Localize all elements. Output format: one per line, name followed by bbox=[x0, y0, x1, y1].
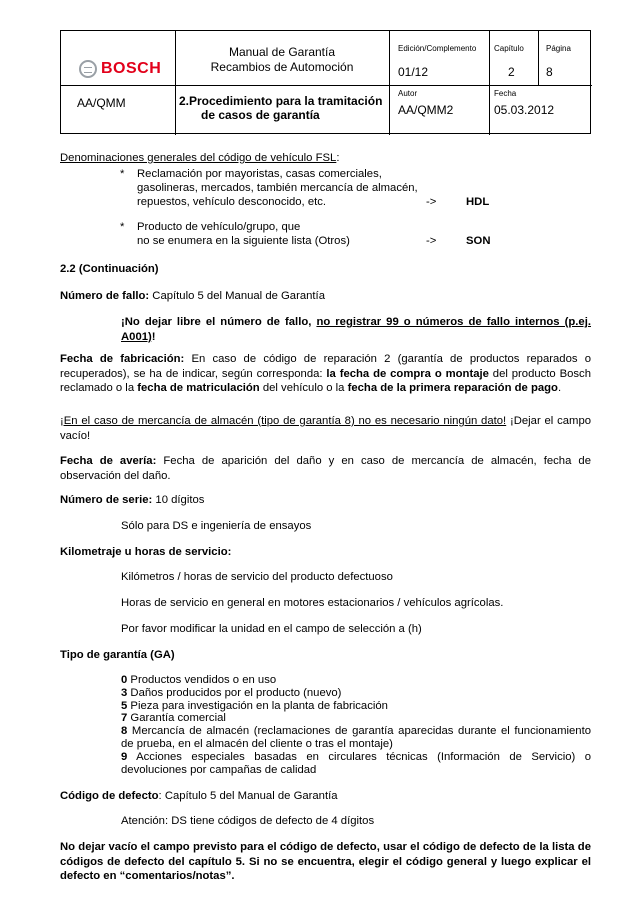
department: AA/QMM bbox=[77, 96, 126, 110]
list-item: 0 Productos vendidos o en uso bbox=[121, 674, 277, 686]
fsl-item-hdl-line2: gasolineras, mercados, también mercancía de almacén, bbox=[137, 182, 418, 194]
mileage-line-1: Kilómetros / horas de servicio del producto defectuoso bbox=[121, 571, 393, 583]
fsl-code-son: SON bbox=[466, 235, 491, 247]
list-item: 8 Mercancía de almacén (reclamaciones de garantía aparecidas durante el funcionamiento de prueba, en el almacén del cliente o tras el montaje) bbox=[121, 725, 591, 750]
mileage-line-2: Horas de servicio en general en motores estacionarios / vehículos agrícolas. bbox=[121, 597, 504, 609]
chapter-label: Capítulo bbox=[494, 44, 524, 53]
fsl-item-son-line1: Producto de vehículo/grupo, que bbox=[137, 221, 301, 233]
final-instructions: No dejar vacío el campo previsto para el código de defecto, usar el código de defecto de la lista de códigos de defecto del capítulo 5. Si no se encuentra, elegir el código general y luego explicar el defecto en “comentarios/notas”. bbox=[60, 841, 591, 882]
list-item: 3 Daños producidos por el producto (nuevo) bbox=[121, 686, 342, 699]
page-label: Página bbox=[546, 44, 571, 53]
manual-title: Manual de Garantía Recambios de Automoción bbox=[210, 45, 354, 74]
fsl-item-hdl-arrow: -> bbox=[426, 196, 437, 208]
mileage-heading: Kilometraje u horas de servicio: bbox=[60, 546, 232, 558]
fault-number-warning: ¡No dejar libre el número de fallo, no registrar 99 o números de fallo internos (p.ej. A001)! bbox=[121, 316, 591, 343]
bosch-armature-icon bbox=[79, 60, 97, 78]
author-label: Autor bbox=[398, 89, 418, 98]
fsl-item-hdl-line3: repuestos, vehículo desconocido, etc. bbox=[137, 196, 327, 208]
fsl-item-hdl-star: * bbox=[120, 168, 125, 180]
fault-number: Número de fallo: Capítulo 5 del Manual de Garantía bbox=[60, 290, 325, 302]
fsl-item-son-arrow: -> bbox=[426, 235, 437, 247]
list-item: 5 Pieza para investigación en la planta de fabricación bbox=[121, 699, 388, 712]
fsl-item-son-star: * bbox=[120, 221, 125, 233]
fsl-heading: Denominaciones generales del código de vehículo FSL: bbox=[60, 152, 340, 164]
edition-label: Edición/Complemento bbox=[398, 44, 477, 53]
brand-name: BOSCH bbox=[101, 60, 162, 77]
list-item: 7 Garantía comercial bbox=[121, 712, 226, 725]
section-title: 2.Procedimiento para la tramitación de casos de garantía bbox=[179, 94, 383, 122]
fsl-item-hdl-line1: Reclamación por mayoristas, casas comerciales, bbox=[137, 168, 382, 180]
warranty-type-heading: Tipo de garantía (GA) bbox=[60, 649, 175, 661]
serial-number: Número de serie: 10 dígitos bbox=[60, 494, 205, 506]
list-item: 9 Acciones especiales basadas en circulares técnicas (Información de Servicio) o devoluciones por campañas de calidad bbox=[121, 750, 591, 776]
defect-code-note: Atención: DS tiene códigos de defecto de 4 dígitos bbox=[121, 815, 375, 827]
section-heading-2-2: 2.2 (Continuación) bbox=[60, 263, 159, 275]
edition-value: 01/12 bbox=[398, 65, 429, 79]
mileage-line-3: Por favor modificar la unidad en el campo de selección a (h) bbox=[121, 623, 422, 635]
bosch-logo bbox=[79, 58, 179, 80]
author-value: AA/QMM2 bbox=[398, 103, 454, 117]
warehouse-note: ¡En el caso de mercancía de almacén (tipo de garantía 8) no es necesario ningún dato! ¡Dejar el campo vacío! bbox=[60, 415, 592, 442]
date-value: 05.03.2012 bbox=[494, 103, 555, 117]
fsl-code-hdl: HDL bbox=[466, 196, 490, 208]
manufacture-date: Fecha de fabricación: En caso de código de reparación 2 (garantía de productos reparados o recuperados), se ha de indicar, según corresponda: la fecha de compra o montaje del producto Bosch reclamado o la fecha de matriculación del vehículo o la fecha de la primera reparación de pago. bbox=[60, 353, 591, 394]
fsl-item-son-line2: no se enumera en la siguiente lista (Otros) bbox=[137, 235, 350, 247]
date-label: Fecha bbox=[494, 89, 517, 98]
defect-code: Código de defecto: Capítulo 5 del Manual de Garantía bbox=[60, 790, 338, 802]
failure-date: Fecha de avería: Fecha de aparición del daño y en caso de mercancía de almacén, fecha de observación del daño. bbox=[60, 455, 591, 482]
chapter-value: 2 bbox=[508, 65, 515, 79]
warranty-type-list bbox=[121, 674, 591, 776]
page-value: 8 bbox=[546, 65, 553, 79]
document-header bbox=[60, 30, 591, 134]
serial-number-note: Sólo para DS e ingeniería de ensayos bbox=[121, 520, 312, 532]
